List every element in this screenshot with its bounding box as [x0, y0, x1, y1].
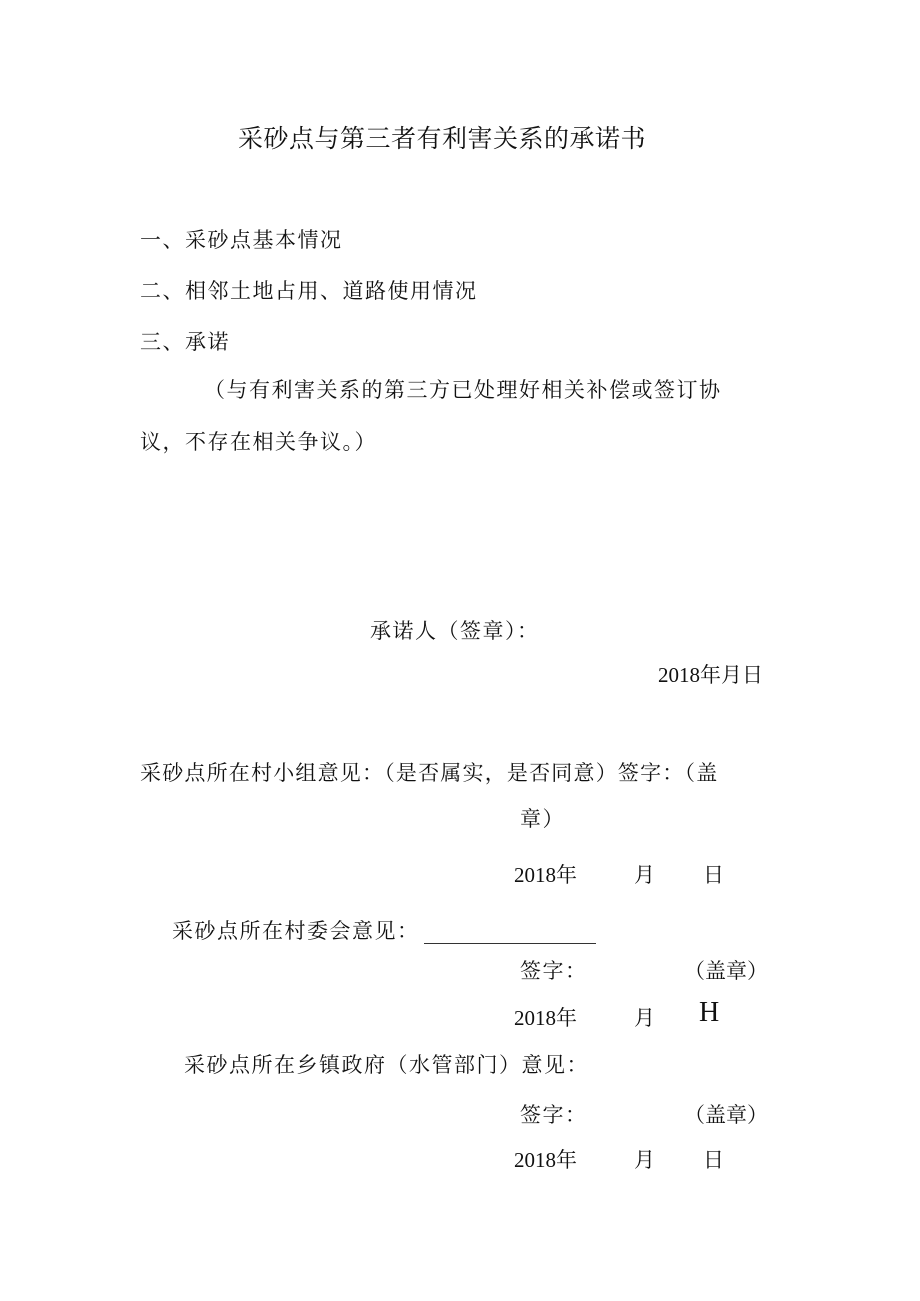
township-seal-label: （盖章） — [684, 1103, 768, 1127]
village-committee-sign-label: 签字： — [520, 959, 588, 983]
township-date-month: 月 — [634, 1148, 657, 1172]
section-promise: 三、承诺 — [140, 330, 230, 354]
promisor-date: 2018年月日 — [658, 663, 763, 687]
village-committee-date-month: 月 — [634, 1006, 657, 1030]
township-sign-label: 签字： — [520, 1103, 588, 1127]
promise-note-line1: （与有利害关系的第三方已处理好相关补偿或签订协 — [204, 378, 722, 402]
village-committee-date-year: 2018年 — [514, 1006, 577, 1030]
village-group-date-day: 日 — [703, 863, 726, 887]
village-group-opinion-line2: 章） — [520, 807, 565, 831]
section-land-road-use: 二、相邻土地占用、道路使用情况 — [140, 279, 478, 303]
township-opinion-label: 采砂点所在乡镇政府（水管部门）意见： — [184, 1053, 589, 1077]
township-date-day: 日 — [703, 1148, 726, 1172]
village-committee-date-day: H — [699, 997, 720, 1028]
promisor-signature-label: 承诺人（签章）： — [370, 619, 540, 643]
promise-note-line2: 议，不存在相关争议。） — [140, 430, 377, 454]
village-committee-seal-label: （盖章） — [684, 959, 768, 983]
village-committee-opinion — [172, 921, 596, 944]
village-group-date-year: 2018年 — [514, 863, 577, 887]
opinion-blank-line — [424, 943, 596, 944]
village-group-date-month: 月 — [634, 863, 657, 887]
section-basic-info: 一、采砂点基本情况 — [140, 228, 343, 252]
village-group-opinion-line1: 采砂点所在村小组意见：（是否属实，是否同意）签字：（盖 — [140, 761, 719, 785]
village-committee-opinion-label: 采砂点所在村委会意见： — [172, 919, 420, 943]
township-date-year: 2018年 — [514, 1148, 577, 1172]
document-title: 采砂点与第三者有利害关系的承诺书 — [238, 124, 647, 153]
